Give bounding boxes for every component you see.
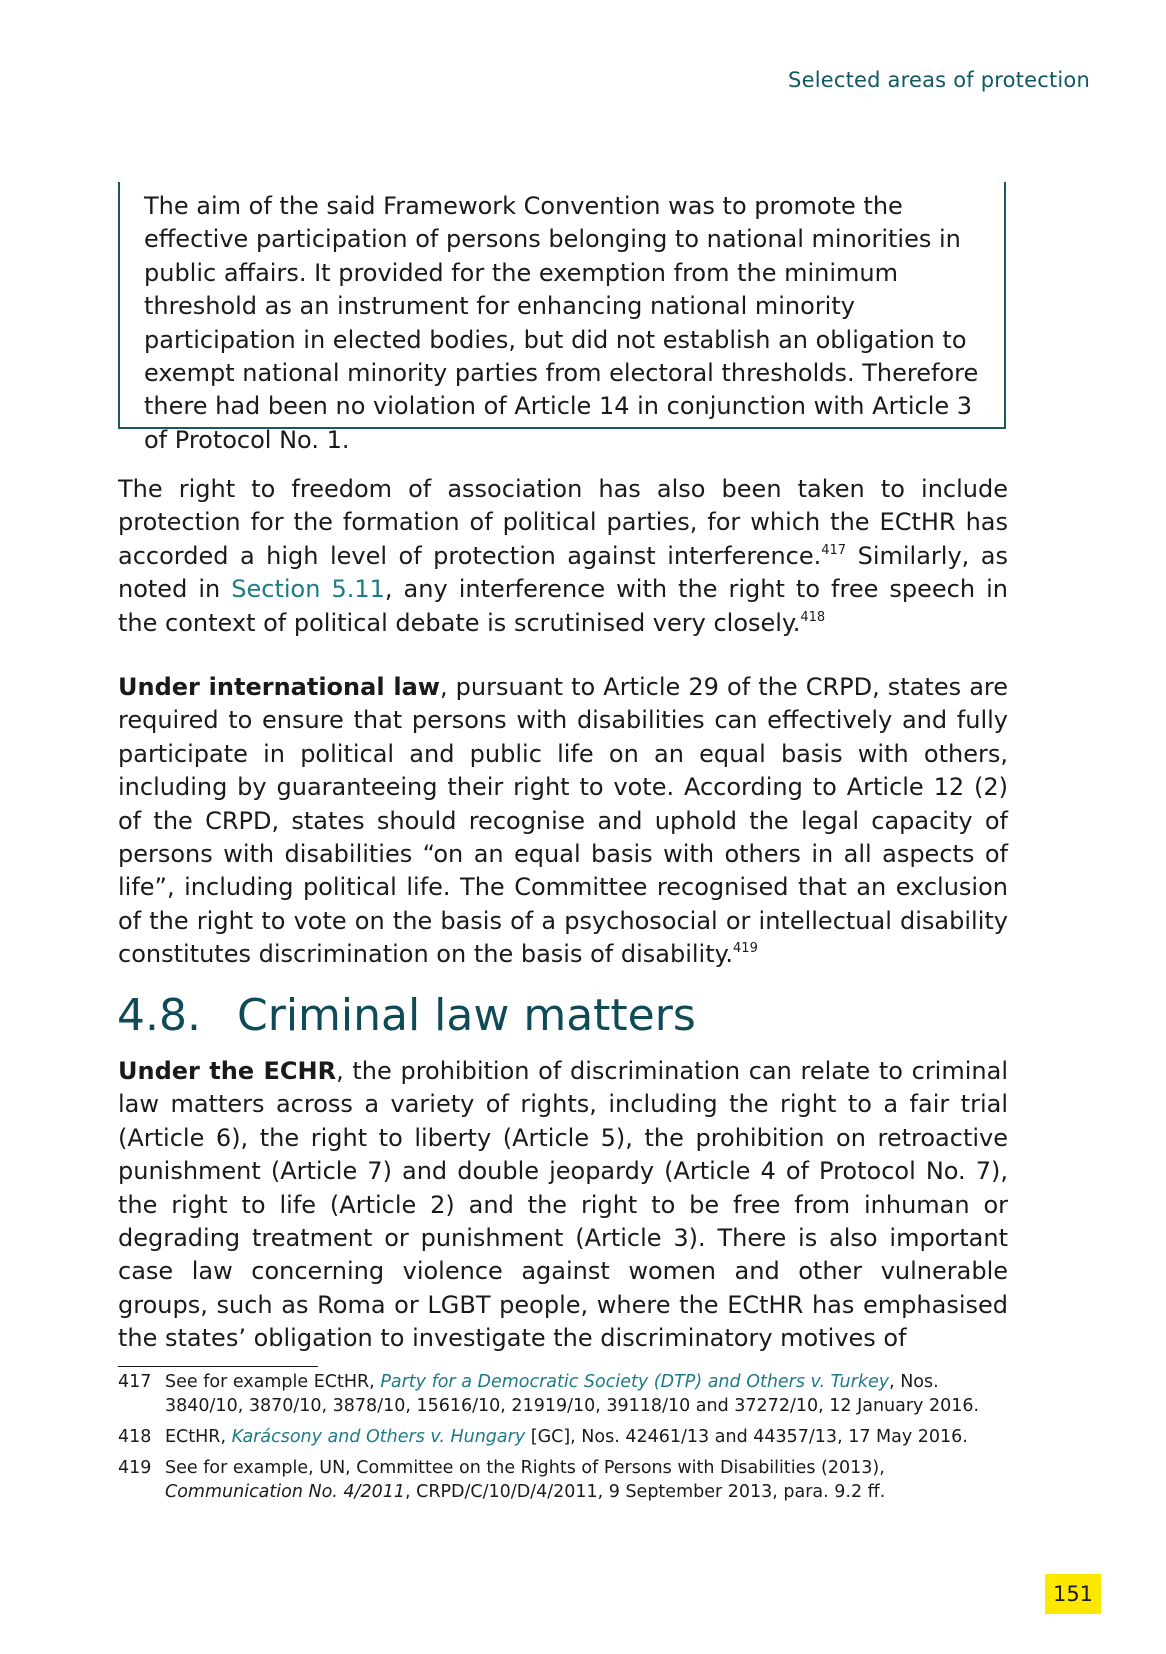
- communication-title: Communication No. 4/2011: [165, 1482, 405, 1502]
- footnote-divider: [118, 1366, 318, 1367]
- page-number-badge: 151: [1045, 1574, 1101, 1614]
- footnote-pre: ECtHR,: [165, 1427, 232, 1447]
- footnote-number: 417: [118, 1372, 152, 1392]
- footnote-text: [165, 1425, 1018, 1449]
- footnote-text: [165, 1456, 1018, 1504]
- footnote-number: 418: [118, 1427, 152, 1447]
- footnote-post: , Nos. 3840/10, 3870/10, 3878/10, 15616/10, 21919/10, 39118/10 and 37272/10, 12 January 2016.: [165, 1372, 980, 1416]
- running-header: Selected areas of protection: [788, 68, 1090, 92]
- section-link[interactable]: Section 5.11: [231, 575, 385, 604]
- para3-text: , the prohibition of discrimination can relate to criminal law matters across a variety of rights, including the right to a fair trial (Article 6), the right to liberty (Article 5), the prohibition on retroactive punishment (Article 7) and double jeopardy (Article 4 of Protocol No. 7), the right to life (Article 2) and the right to be free from inhuman or degrading treatment or punishment (Article 3). There is also important case law concerning violence against women and other vulnerable groups, such as Roma or LGBT people, where the ECtHR has emphasised the states’ obligation to investigate the discriminatory motives of: [118, 1057, 1008, 1353]
- footnote-post: [GC], Nos. 42461/13 and 44357/13, 17 May 2016.: [525, 1427, 968, 1447]
- footnote-number: 419: [118, 1458, 152, 1478]
- para3-bold-lead: Under the ECHR: [118, 1057, 337, 1085]
- para2-bold-lead: Under international law: [118, 673, 440, 701]
- footnote-ref-418[interactable]: 418: [800, 609, 826, 625]
- case-summary-box: [118, 182, 1006, 454]
- footnote-419: [118, 1456, 1018, 1504]
- case-summary-text: The aim of the said Framework Convention was to promote the effective participation of persons belonging to national minorities in public affairs. It provided for the exemption from the minimum threshold as an instrument for enhancing national minority participation in elected bodies, but did not establish an obligation to exempt national minority parties from electoral thresholds. Therefore there had been no violation of Article 14 in conjunction with Article 3 of Protocol No. 1.: [144, 192, 979, 454]
- para2-text: , pursuant to Article 29 of the CRPD, states are required to ensure that persons with disabilities can effectively and fully participate in political and public life on an equal basis with others, including by guaranteeing their right to vote. According to Article 12 (2) of the CRPD, states should recognise and uphold the legal capacity of persons with disabilities “on an equal basis with others in all aspects of life”, including political life. The Committee recognised that an exclusion of the right to vote on the basis of a psychosocial or intellectual disability constitutes discrimination on the basis of disability.: [118, 673, 1009, 969]
- para1-text-c: , any interference with the right to free speech in the context of political debate is scrutinised very closely.: [118, 575, 1008, 637]
- footnote-ref-417[interactable]: 417: [821, 542, 847, 558]
- paragraph-association: [118, 473, 1008, 640]
- paragraph-echr: [118, 1055, 1008, 1356]
- section-heading: [117, 988, 696, 1044]
- para1-text-b: Similarly, as noted in: [118, 541, 1008, 604]
- paragraph-international-law: [118, 671, 1008, 972]
- footnote-ref-419[interactable]: 419: [733, 941, 758, 957]
- section-number: 4.8.: [117, 990, 201, 1041]
- footnotes: [118, 1370, 1018, 1511]
- footnote-pre: See for example ECtHR,: [165, 1372, 381, 1392]
- para1-text-a: The right to freedom of association has also been taken to include protection for the formation of political parties, for which the ECtHR has accorded a high level of protection against interference.: [118, 475, 1008, 570]
- footnote-pre: See for example, UN, Committee on the Rights of Persons with Disabilities (2013),: [165, 1458, 885, 1478]
- footnote-417: [118, 1370, 1018, 1418]
- case-link[interactable]: Karácsony and Others v. Hungary: [231, 1427, 526, 1447]
- case-link[interactable]: Party for a Democratic Society (DTP) and Others v. Turkey: [380, 1372, 890, 1392]
- footnote-text: [165, 1370, 1018, 1418]
- section-title: Criminal law matters: [237, 990, 696, 1041]
- footnote-418: [118, 1425, 1018, 1449]
- footnote-post: , CRPD/C/10/D/4/2011, 9 September 2013, para. 9.2 ff.: [404, 1482, 886, 1502]
